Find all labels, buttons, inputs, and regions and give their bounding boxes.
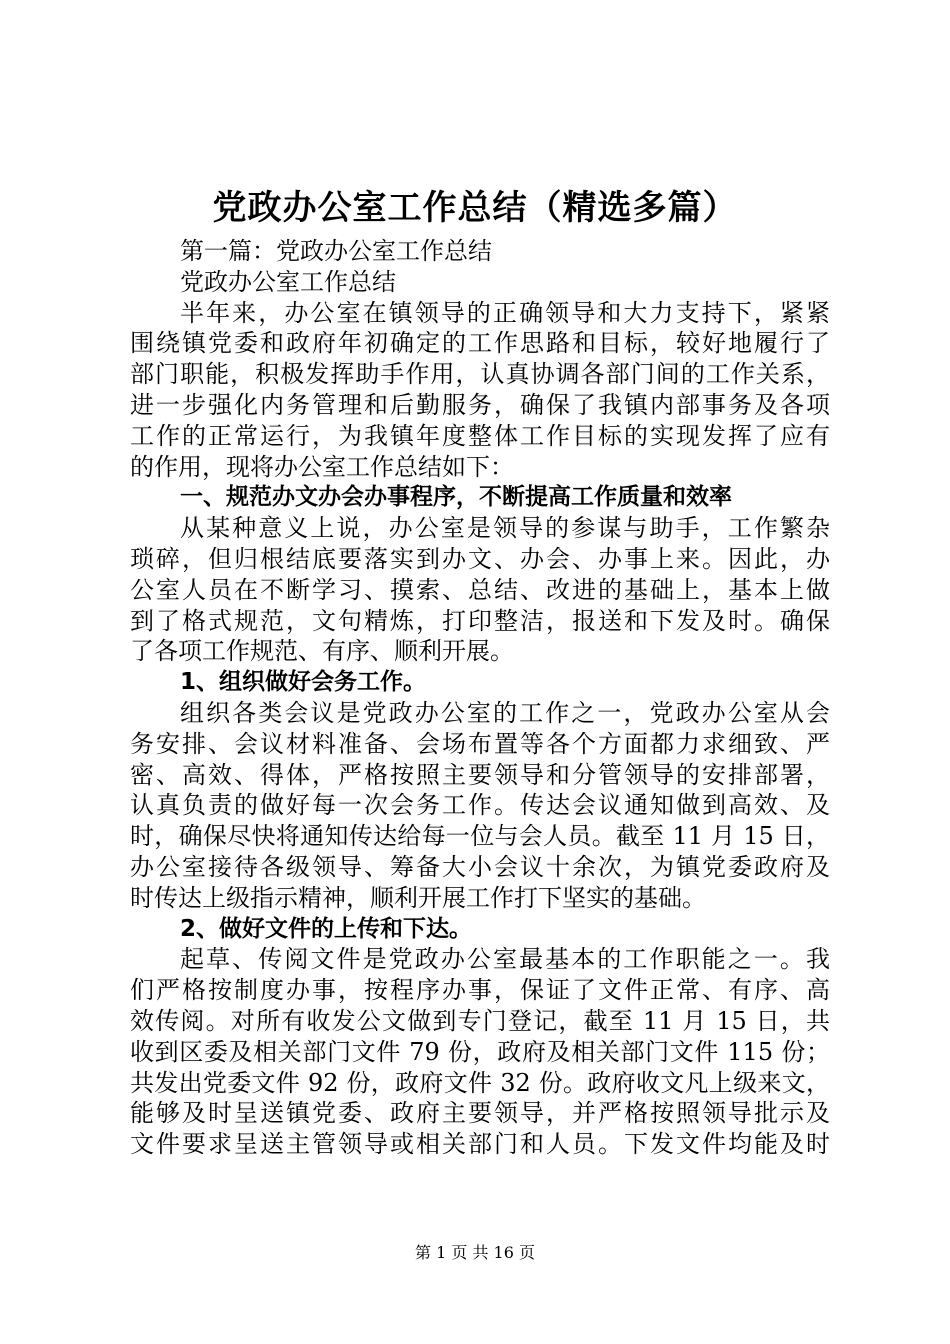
document-title: 党政办公室工作总结（精选多篇） [212, 188, 738, 228]
body-line: 时传达上级指示精神，顺利开展工作打下坚实的基础。 [130, 883, 706, 912]
body-line: 进一步强化内务管理和后勤服务，确保了我镇内部事务及各项 [130, 390, 830, 419]
body-line: 围绕镇党委和政府年初确定的工作思路和目标，较好地履行了 [130, 329, 830, 358]
body-line: 部门职能，积极发挥助手作用，认真协调各部门间的工作关系， [130, 360, 830, 389]
body-line: 琐碎，但归根结底要落实到办文、办会、办事上来。因此，办 [130, 544, 830, 573]
body-line: 了各项工作规范、有序、顺利开展。 [130, 637, 514, 666]
page-footer: 第 1 页 共 16 页 [415, 1243, 535, 1262]
body-line: 们严格按制度办事，按程序办事，保证了文件正常、有序、高 [130, 976, 830, 1005]
body-line: 办公室接待各级领导、筹备大小会议十余次，为镇党委政府及 [130, 852, 830, 881]
body-line: 能够及时呈送镇党委、政府主要领导，并严格按照领导批示及 [130, 1099, 830, 1128]
body-line: 起草、传阅文件是党政办公室最基本的工作职能之一。我 [180, 945, 830, 974]
body-line: 文件要求呈送主管领导或相关部门和人员。下发文件均能及时 [130, 1130, 830, 1159]
body-line: 收到区委及相关部门文件 79 份，政府及相关部门文件 115 份； [130, 1037, 830, 1066]
section-heading: 1、组织做好会务工作。 [180, 669, 427, 696]
body-line: 半年来，办公室在镇领导的正确领导和大力支持下，紧紧 [180, 298, 830, 327]
body-line: 工作的正常运行，为我镇年度整体工作目标的实现发挥了应有 [130, 421, 830, 450]
section-heading: 一、规范办文办会办事程序，不断提高工作质量和效率 [180, 484, 732, 511]
body-line: 效传阅。对所有收发公文做到专门登记，截至 11 月 15 日，共 [130, 1006, 830, 1035]
body-line: 的作用，现将办公室工作总结如下： [130, 452, 514, 481]
body-line: 到了格式规范，文句精炼，打印整洁，报送和下发及时。确保 [130, 606, 830, 635]
body-line: 时，确保尽快将通知传达给每一位与会人员。截至 11 月 15 日， [130, 822, 830, 851]
body-line: 公室人员在不断学习、摸索、总结、改进的基础上，基本上做 [130, 575, 830, 604]
body-line: 共发出党委文件 92 份，政府文件 32 份。政府收文凡上级来文， [130, 1068, 830, 1097]
document-body [130, 236, 830, 1160]
body-line: 务安排、会议材料准备、会场布置等各个方面都力求细致、严 [130, 729, 830, 758]
body-line: 党政办公室工作总结 [180, 267, 396, 296]
body-line: 密、高效、得体，严格按照主要领导和分管领导的安排部署， [130, 760, 830, 789]
section-heading: 2、做好文件的上传和下达。 [180, 915, 473, 942]
body-line: 第一篇：党政办公室工作总结 [180, 237, 492, 265]
body-line: 组织各类会议是党政办公室的工作之一，党政办公室从会 [180, 698, 830, 727]
body-line: 认真负责的做好每一次会务工作。传达会议通知做到高效、及 [130, 791, 830, 820]
body-line: 从某种意义上说，办公室是领导的参谋与助手，工作繁杂 [180, 514, 830, 543]
